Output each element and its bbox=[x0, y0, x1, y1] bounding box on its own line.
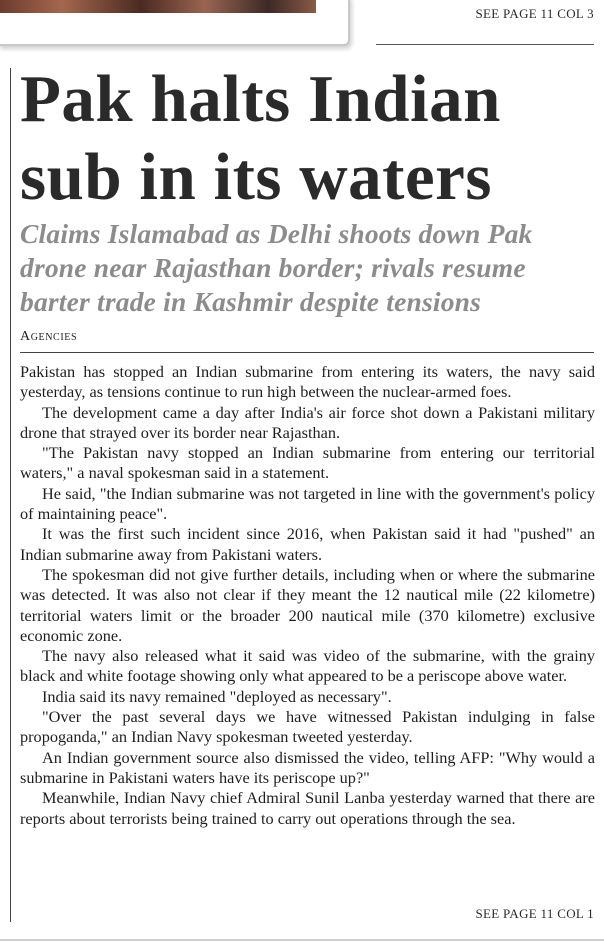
top-continuation-note: SEE PAGE 11 COL 3 bbox=[475, 6, 594, 21]
headline-line-2: sub in its waters bbox=[20, 140, 492, 214]
byline: Agencies bbox=[20, 329, 78, 344]
previous-story-photo-box bbox=[0, 0, 350, 46]
body-paragraph: It was the first such incident since 2016, when Pakistan said it had "pushed" an Indian submarine away from Pakistani waters. bbox=[20, 524, 595, 564]
subheadline-line-3: barter trade in Kashmir despite tensions bbox=[20, 286, 482, 317]
body-paragraph: "The Pakistan navy stopped an Indian submarine from entering our territorial waters," a naval spokesman said in a statement. bbox=[20, 443, 595, 483]
body-paragraph: The navy also released what it said was video of the submarine, with the grainy black and white footage showing only what appeared to be a periscope above water. bbox=[20, 646, 595, 686]
body-paragraph: India said its navy remained "deployed as necessary". bbox=[42, 686, 392, 706]
byline-divider bbox=[20, 352, 594, 353]
headline bbox=[20, 60, 600, 216]
bottom-continuation-note: SEE PAGE 11 COL 1 bbox=[475, 906, 594, 921]
headline-line-1: Pak halts Indian bbox=[20, 62, 501, 136]
top-divider bbox=[376, 44, 594, 45]
body-paragraph: Pakistan has stopped an Indian submarine from entering its waters, the navy said yesterday, as tensions continue to run high between the nuclear-armed foes. bbox=[20, 362, 595, 402]
previous-story-photo bbox=[0, 0, 316, 13]
body-paragraph: The spokesman did not give further details, including when or where the submarine was detected. It was also not clear if they meant the 12 nautical mile (22 kilometre) territorial waters limit or the broader 200 nautical mile (370 kilometre) exclusive economic zone. bbox=[20, 564, 595, 645]
column-divider bbox=[10, 68, 11, 922]
bottom-divider bbox=[0, 939, 604, 941]
subheadline-line-2: drone near Rajasthan border; rivals resume bbox=[20, 252, 526, 283]
body-paragraph: Meanwhile, Indian Navy chief Admiral Sunil Lanba yesterday warned that there are reports about terrorists being trained to carry out operations through the sea. bbox=[20, 788, 595, 828]
subheadline bbox=[20, 217, 600, 319]
body-paragraph: An Indian government source also dismissed the video, telling AFP: "Why would a submarine in Pakistani waters have its periscope up?" bbox=[20, 747, 595, 787]
body-paragraph: The development came a day after India's air force shot down a Pakistani military drone that strayed over its border near Rajasthan. bbox=[20, 402, 595, 442]
subheadline-line-1: Claims Islamabad as Delhi shoots down Pak bbox=[20, 218, 533, 249]
article-body bbox=[20, 362, 595, 829]
body-paragraph: "Over the past several days we have witnessed Pakistan indulging in false propoganda," an Indian Navy spokesman tweeted yesterday. bbox=[20, 707, 595, 747]
body-paragraph: He said, "the Indian submarine was not targeted in line with the government's policy of maintaining peace". bbox=[20, 483, 595, 524]
